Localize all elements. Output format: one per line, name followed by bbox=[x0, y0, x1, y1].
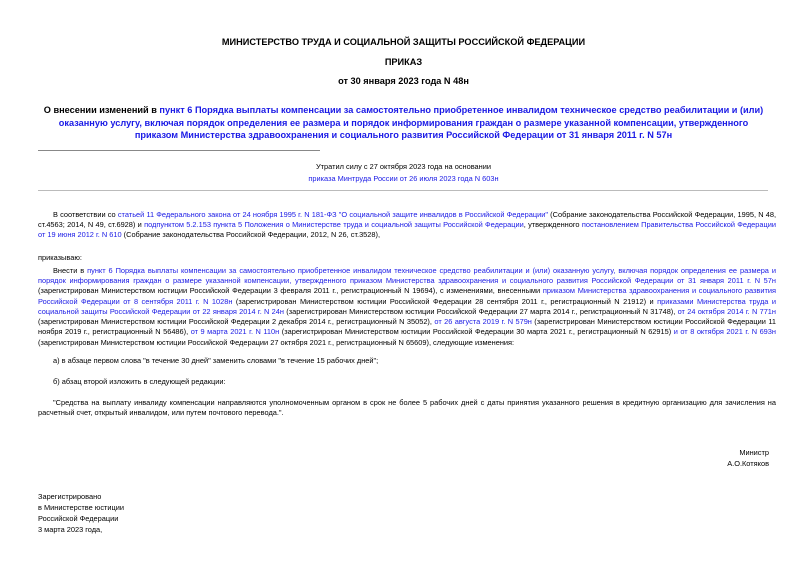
order-link-579n[interactable]: от 26 августа 2019 г. N 579н bbox=[434, 317, 532, 327]
amend-text-5: (зарегистрирован Министерством юстиции Российской Федерации 2 декабря 2014 г., регистрационный N 35052), bbox=[38, 317, 435, 327]
title-text: О внесении изменений в bbox=[43, 105, 160, 115]
order-link-110n[interactable]: от 9 марта 2021 г. N 110н bbox=[190, 327, 280, 337]
status-line: Утратил силу с 27 октября 2023 года на основании bbox=[315, 162, 492, 171]
order-link-771n[interactable]: от 24 октября 2014 г. N 771н bbox=[677, 306, 776, 316]
signatory-name: А.О.Котяков bbox=[727, 459, 769, 469]
status-link[interactable]: приказа Минтруда России от 26 июля 2023 года N 603н bbox=[308, 173, 499, 183]
regulation-link-5-2-153[interactable]: подпунктом 5.2.153 пункта 5 Положения о Министерстве труда и социальной защиты Российской Федерации bbox=[144, 220, 524, 230]
preamble-text-3: , утвержденного bbox=[523, 220, 582, 230]
paragraph-preamble bbox=[38, 210, 776, 241]
title-link[interactable]: пункт 6 Порядка выплаты компенсации за самостоятельно приобретенное инвалидом техническое средство реабилитации и (или) оказанную услугу, включая порядок определения ее размера и порядок информирования граждан о размере указанной компенсации, утвержденного приказом Министерства здравоохранения и социального развития Российской Федерации от 31 января 2011 г. N 57н bbox=[58, 105, 764, 141]
item-b: б) абзац второй изложить в следующей редакции: bbox=[53, 377, 226, 386]
doc-type-heading: ПРИКАЗ bbox=[384, 57, 423, 67]
signatory-position: Министр bbox=[739, 448, 769, 457]
item-a: а) в абзаце первом слова "в течение 30 дней" заменить словами "в течение 15 рабочих дней"; bbox=[53, 356, 379, 365]
doc-date-number: от 30 января 2023 года N 48н bbox=[338, 76, 469, 86]
preamble-text-2: (Собрание законодательства Российской Федерации, 1995, N 48, ст.4563; 2014, N 49, ст.6928) и bbox=[38, 210, 776, 230]
registration-line: Российской Федерации bbox=[38, 514, 119, 524]
decree-link-610[interactable]: постановлением Правительства Российской Федерации от 19 июня 2012 г. N 610 bbox=[38, 220, 777, 240]
order-link-693n[interactable]: и от 8 октября 2021 г. N 693н bbox=[673, 327, 776, 337]
status-note bbox=[0, 161, 807, 185]
registration-line: 3 марта 2023 года, bbox=[38, 525, 103, 535]
doc-title bbox=[40, 104, 767, 142]
title-divider bbox=[38, 150, 320, 151]
registration-line: в Министерстве юстиции bbox=[38, 503, 125, 513]
amend-text-4: (зарегистрирован Министерством юстиции Российской Федерации 27 марта 2014 г., регистрационный N 31748), bbox=[283, 306, 678, 316]
law-link-181fz[interactable]: статьей 11 Федерального закона от 24 ноября 1995 г. N 181-ФЗ "О социальной защите инвалидов в Российской Федерации" bbox=[117, 210, 548, 219]
paragraph-amendments bbox=[38, 266, 776, 348]
order-word: приказываю: bbox=[38, 253, 82, 262]
status-divider bbox=[38, 190, 768, 191]
preamble-text-4: (Собрание законодательства Российской Федерации, 2012, N 26, ст.3528), bbox=[121, 230, 381, 240]
order-link-1028n[interactable]: приказом Министерства здравоохранения и социального развития Российской Федерации от 8 сентября 2011 г. N 1028н bbox=[38, 286, 776, 306]
registration-block bbox=[38, 491, 124, 535]
order-link-24n[interactable]: приказами Министерства труда и социальной защиты Российской Федерации от 22 января 2014 г. N 24н bbox=[38, 296, 776, 316]
order-link-57n[interactable]: пункт 6 Порядка выплаты компенсации за самостоятельно приобретенное инвалидом техническое средство реабилитации и (или) оказанную услугу, включая порядок определения ее размера и порядок информирования граждан о размере указанной компенсации, утвержденного приказом Министерства здравоохранения и социального развития Российской Федерации от 31 января 2011 г. N 57н bbox=[38, 266, 776, 286]
amend-text-1: Внести в bbox=[53, 266, 88, 275]
amend-text-7: (зарегистрирован Министерством юстиции Российской Федерации 30 марта 2021 г., регистрационный N 62915) bbox=[279, 327, 674, 337]
quoted-text: "Средства на выплату инвалиду компенсации направляются уполномоченным органом в срок не более 5 рабочих дней с даты принятия указанного решения в кредитную организацию для зачисления на расчетный счет, открытый инвалидом, или путем почтового перевода.". bbox=[38, 398, 776, 418]
amend-text-3: (зарегистрирован Министерством юстиции Российской Федерации 28 сентября 2011 г., регистрационный N 21912) и bbox=[232, 296, 658, 306]
registration-line: Зарегистрировано bbox=[38, 492, 102, 501]
amend-text-6: (зарегистрирован Министерством юстиции Российской Федерации 11 ноября 2019 г., регистрационный N 56486), bbox=[38, 317, 776, 337]
preamble-text-1: В соответствии со bbox=[53, 210, 118, 219]
ministry-heading: МИНИСТЕРСТВО ТРУДА И СОЦИАЛЬНОЙ ЗАЩИТЫ РОССИЙСКОЙ ФЕДЕРАЦИИ bbox=[221, 37, 586, 47]
amend-text-8: (зарегистрирован Министерством юстиции Российской Федерации 27 октября 2021 г., регистрационный N 65609), следующие изменения: bbox=[38, 337, 515, 347]
amend-text-2: (зарегистрирован Министерством юстиции Российской Федерации 3 февраля 2011 г., регистрационный N 19694), с изменениями, внесенными bbox=[38, 286, 543, 296]
signature-block bbox=[727, 447, 769, 469]
